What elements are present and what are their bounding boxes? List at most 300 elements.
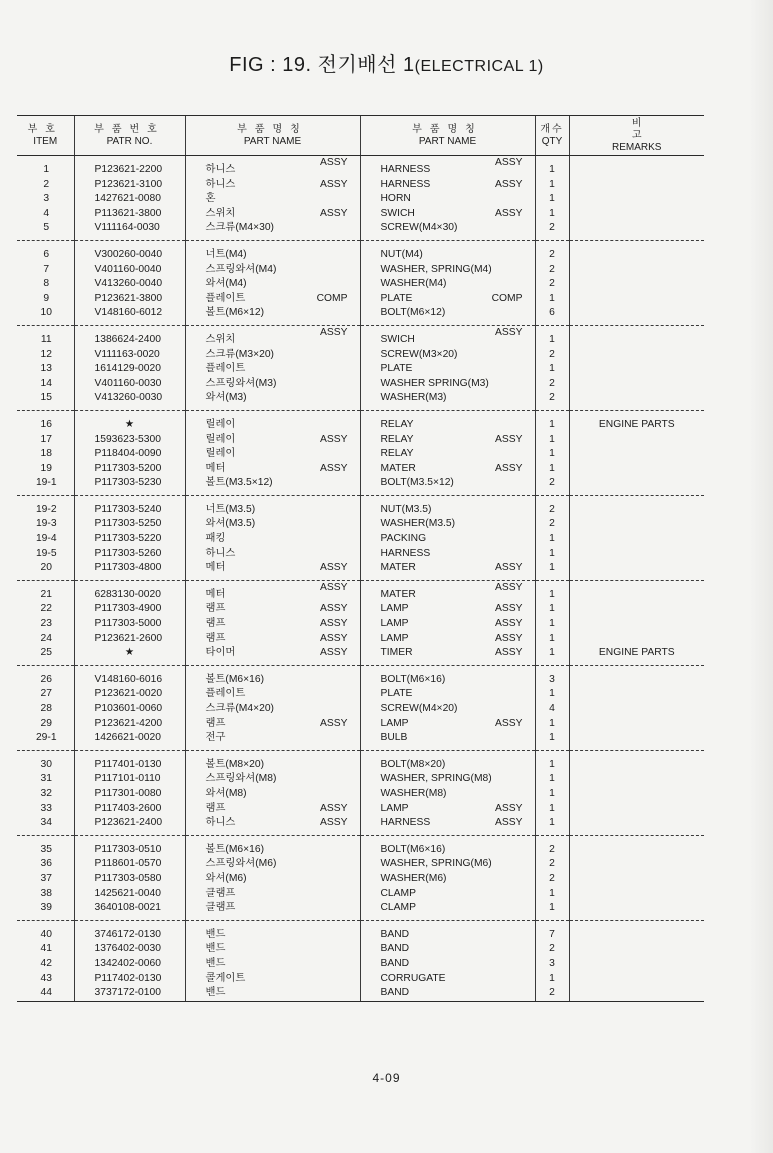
part-number: P117303-5000 [74,617,185,632]
name-en: CLAMP [380,887,416,899]
quantity: 1 [535,532,569,547]
table-row [17,972,704,987]
name-en: BAND [380,928,410,940]
header-part-no: 부품번호 PATR NO. [74,116,185,156]
part-number: ★ [74,410,185,432]
item-number: 42 [40,957,52,969]
name-en: RELAY [380,433,414,445]
part-name-ko [185,476,360,495]
name-en: HARNESS [380,178,431,190]
quantity: 2 [535,348,569,363]
item-number: 21 [40,588,52,600]
name-ko: 와셔(M8) [205,787,247,799]
remarks [569,207,704,222]
type-en: ASSY [495,618,523,630]
part-name-ko [185,495,360,517]
part-name-en [360,702,535,717]
type-en: ASSY [495,817,523,829]
remarks [569,972,704,987]
name-ko: 메터 [205,588,226,600]
item-number: 2 [43,178,50,190]
table-row [17,802,704,817]
part-number: V111163-0020 [74,348,185,363]
name-ko: 릴레이 [205,433,236,445]
remarks [569,772,704,787]
part-number: P117303-5240 [74,495,185,517]
name-ko: 볼트(M3.5×12) [205,477,273,489]
name-ko: 너트(M3.5) [205,503,256,515]
quantity: 3 [535,665,569,687]
table-row [17,901,704,920]
name-en: BULB [380,732,408,744]
type-ko: ASSY [320,562,348,574]
name-en: NUT(M4) [380,248,423,260]
type-ko: COMP [316,292,348,304]
type-ko: ASSY [320,802,348,814]
remarks [569,872,704,887]
name-en: SCREW(M3×20) [380,348,458,360]
title-main: FIG : 19. 전기배선 1 [229,54,415,76]
type-ko: ASSY [320,462,348,474]
item-number: 26 [40,673,52,685]
part-name-ko [185,462,360,477]
name-en: HARNESS [380,547,431,559]
remarks [569,942,704,957]
name-en: LAMP [380,802,409,814]
part-name-ko [185,362,360,377]
item-number: 35 [40,843,52,855]
table-row [17,617,704,632]
part-name-en [360,263,535,278]
table-row [17,495,704,517]
part-name-ko [185,750,360,772]
table-row [17,532,704,547]
part-number: P123621-3100 [74,178,185,193]
remarks [569,617,704,632]
type-ko: ASSY [320,717,348,729]
item-number: 14 [40,377,52,389]
remarks [569,887,704,902]
part-number: P117303-5230 [74,476,185,495]
type-en: ASSY [495,802,523,814]
part-number: V413260-0040 [74,277,185,292]
name-en: RELAY [380,418,414,430]
part-number: P118601-0570 [74,857,185,872]
quantity: 1 [535,887,569,902]
item-number: 33 [40,802,52,814]
name-ko: 램프 [205,603,226,615]
part-number: V401160-0030 [74,377,185,392]
table-row [17,156,704,178]
quantity: 1 [535,547,569,562]
name-ko: 스프링와셔(M8) [205,773,277,785]
table-row [17,561,704,580]
quantity: 2 [535,221,569,240]
part-number: P123621-2400 [74,816,185,835]
item-number: 19 [40,462,52,474]
table-row [17,942,704,957]
name-en: PLATE [380,688,413,700]
type-ko: ASSY [320,632,348,644]
type-en: ASSY [495,433,523,445]
part-number: V148160-6016 [74,665,185,687]
name-en: WASHER, SPRING(M8) [380,773,492,785]
item-number: 40 [40,928,52,940]
item-number: 23 [40,618,52,630]
name-en: CLAMP [380,902,416,914]
table-row [17,192,704,207]
item-number: 39 [17,901,74,920]
name-ko: 밴드 [205,987,226,999]
item-number: 31 [40,773,52,785]
type-ko: ASSY [320,581,348,593]
name-ko: 와셔(M6) [205,872,247,884]
part-name-ko [185,277,360,292]
part-name-en [360,377,535,392]
quantity: 2 [535,517,569,532]
part-name-ko [185,731,360,750]
table-row [17,221,704,240]
part-number: ★ [74,646,185,665]
part-name-en [360,901,535,920]
quantity: 1 [535,646,569,665]
part-name-en [360,362,535,377]
part-name-ko [185,306,360,325]
part-name-en [360,942,535,957]
part-number: P117401-0130 [74,750,185,772]
table-row [17,750,704,772]
name-ko: 볼트(M6×16) [205,673,265,685]
part-number: P118404-0090 [74,447,185,462]
part-name-ko [185,325,360,347]
name-ko: 플레이트 [205,363,246,375]
part-name-en [360,632,535,647]
remarks [569,857,704,872]
part-name-en [360,857,535,872]
name-ko: 스크류(M4×20) [205,703,274,714]
quantity: 1 [535,802,569,817]
part-number: V111164-0030 [74,221,185,240]
quantity: 6 [535,306,569,325]
name-en: BOLT(M6×12) [380,307,446,319]
title-sub: (ELECTRICAL 1) [414,58,544,75]
name-en: RELAY [380,448,414,460]
quantity: 1 [535,750,569,772]
table-row [17,731,704,750]
quantity: 1 [535,901,569,920]
part-name-en [360,462,535,477]
item-number: 8 [43,278,50,290]
part-name-ko [185,816,360,835]
name-ko: 볼트(M6×16) [205,843,265,855]
type-ko: ASSY [320,603,348,615]
quantity: 1 [535,362,569,377]
name-ko: 램프 [205,618,226,630]
type-ko: ASSY [320,817,348,829]
part-name-ko [185,292,360,307]
type-ko: ASSY [320,178,348,190]
name-en: PLATE [380,292,413,304]
name-ko: 클램프 [205,887,236,899]
item-number: 19-3 [35,518,57,530]
name-ko: 와셔(M4) [205,278,247,290]
part-name-en [360,391,535,410]
quantity: 1 [535,632,569,647]
name-en: MATER [380,588,416,600]
part-number: P123621-4200 [74,717,185,732]
name-ko: 와셔(M3) [205,392,247,404]
type-ko: ASSY [320,433,348,445]
name-ko: 밴드 [205,928,226,940]
part-name-ko [185,687,360,702]
name-ko: 스크류(M3×20) [205,348,274,360]
part-name-en [360,835,535,857]
parts-table [17,115,704,1002]
part-name-en [360,221,535,240]
part-name-en [360,240,535,262]
quantity: 1 [535,687,569,702]
part-name-ko [185,580,360,602]
table-row [17,240,704,262]
name-en: WASHER, SPRING(M4) [380,263,492,275]
item-number: 17 [40,433,52,445]
part-number: 1427621-0080 [74,192,185,207]
part-name-ko [185,617,360,632]
header-part-name-en: 부품명칭 PART NAME [360,116,535,156]
quantity: 1 [535,617,569,632]
name-ko: 너트(M4) [205,248,247,260]
name-en: SWICH [380,333,415,345]
part-name-en [360,731,535,750]
item-number: 9 [43,292,50,304]
remarks [569,731,704,750]
item-number: 19-4 [35,533,57,545]
part-name-en [360,495,535,517]
quantity: 1 [535,292,569,307]
part-name-en [360,580,535,602]
name-en: PLATE [380,363,413,375]
page-title [0,48,773,77]
quantity: 1 [535,192,569,207]
quantity: 1 [535,731,569,750]
quantity: 2 [535,476,569,495]
quantity: 2 [535,986,569,1001]
part-name-ko [185,602,360,617]
name-en: WASHER SPRING(M3) [380,377,489,389]
part-name-en [360,547,535,562]
part-name-ko [185,221,360,240]
part-name-ko [185,433,360,448]
part-number: 1342402-0060 [74,957,185,972]
item-number: 19-1 [17,476,74,495]
table-row [17,957,704,972]
name-ko: 스프링와셔(M6) [205,858,277,870]
remarks [569,665,704,687]
quantity: 1 [535,580,569,602]
quantity: 1 [535,816,569,835]
table-row [17,348,704,363]
item-number: 1 [43,164,50,175]
item-number: 16 [40,418,52,430]
item-number: 11 [40,333,52,345]
table-body [17,156,704,1002]
part-number: V401160-0040 [74,263,185,278]
quantity: 2 [535,263,569,278]
name-ko: 콜게이트 [205,972,246,984]
part-name-en [360,178,535,193]
part-name-en [360,156,535,178]
name-en: TIMER [380,647,413,659]
part-number: P117303-4900 [74,602,185,617]
part-name-en [360,687,535,702]
remarks [569,462,704,477]
part-name-ko [185,391,360,410]
name-en: CORRUGATE [380,972,446,984]
name-ko: 하니스 [205,547,236,559]
part-number: P117101-0110 [74,772,185,787]
table-header [17,116,704,156]
name-en: MATER [380,562,416,574]
name-en: PACKING [380,533,427,545]
page-number: 4-09 [372,1071,401,1085]
part-number: P103601-0060 [74,702,185,717]
part-number: V413260-0030 [74,391,185,410]
part-number: P123621-0020 [74,687,185,702]
type-ko: ASSY [320,207,348,219]
quantity: 2 [535,240,569,262]
remarks [569,263,704,278]
part-number: 3737172-0100 [74,986,185,1001]
part-number: V300260-0040 [74,240,185,262]
remarks [569,447,704,462]
name-en: MATER [380,462,416,474]
table-row [17,816,704,835]
name-ko: 램프 [205,632,226,644]
part-number: P123621-2600 [74,632,185,647]
name-ko: 혼 [205,193,216,205]
item-number: 19-2 [35,503,57,515]
quantity: 2 [535,835,569,857]
part-name-ko [185,646,360,665]
name-en: BAND [380,957,410,969]
remarks [569,156,704,178]
table-row [17,325,704,347]
part-number: P117303-5260 [74,547,185,562]
part-name-ko [185,835,360,857]
remarks [569,306,704,325]
name-ko: 스위치 [205,333,236,345]
remarks: ENGINE PARTS [569,410,704,432]
part-number: P123621-3800 [74,292,185,307]
quantity: 2 [535,942,569,957]
table-row [17,476,704,495]
item-number: 22 [40,603,52,615]
type-ko: ASSY [320,326,348,338]
quantity: 2 [535,377,569,392]
part-name-en [360,410,535,432]
part-name-ko [185,957,360,972]
type-ko: ASSY [320,618,348,630]
part-name-ko [185,447,360,462]
quantity: 1 [535,462,569,477]
part-number: P113621-3800 [74,207,185,222]
type-en: ASSY [495,562,523,574]
name-en: WASHER(M4) [380,278,447,290]
part-name-ko [185,772,360,787]
part-name-en [360,957,535,972]
remarks [569,580,704,602]
remarks [569,920,704,942]
table-row [17,447,704,462]
part-name-ko [185,377,360,392]
part-number: 3746172-0130 [74,920,185,942]
part-name-en [360,802,535,817]
type-en: ASSY [495,326,523,338]
part-number: 1593623-5300 [74,433,185,448]
name-ko: 클램프 [205,902,236,914]
quantity: 1 [535,561,569,580]
name-en: BOLT(M6×16) [380,843,446,855]
part-name-en [360,665,535,687]
part-name-ko [185,717,360,732]
name-ko: 램프 [205,717,226,729]
name-ko: 볼트(M6×12) [205,307,265,319]
part-name-en [360,292,535,307]
name-en: BAND [380,987,410,999]
table-row [17,306,704,325]
part-name-en [360,517,535,532]
table-row [17,665,704,687]
item-number: 41 [40,943,52,955]
item-number: 24 [40,632,52,644]
table-row [17,263,704,278]
quantity: 1 [535,156,569,178]
remarks [569,717,704,732]
part-name-en [360,816,535,835]
remarks [569,517,704,532]
part-name-ko [185,702,360,717]
table-row [17,377,704,392]
header-qty: 개수 QTY [535,116,569,156]
remarks [569,292,704,307]
part-name-en [360,646,535,665]
name-en: SWICH [380,207,415,219]
item-number: 3 [43,193,50,205]
header-remarks: 비고 REMARKS [569,116,704,156]
part-name-ko [185,901,360,920]
type-en: ASSY [495,207,523,219]
name-en: WASHER(M8) [380,787,447,799]
quantity: 1 [535,207,569,222]
name-ko: 스위치 [205,207,236,219]
type-en: ASSY [495,603,523,615]
table-row [17,857,704,872]
remarks [569,362,704,377]
part-name-ko [185,517,360,532]
part-name-ko [185,872,360,887]
item-number: 29-1 [17,731,74,750]
item-number: 30 [40,758,52,770]
part-name-ko [185,787,360,802]
name-ko: 스크류(M4×30) [205,222,274,234]
part-number: P123621-2200 [74,156,185,178]
remarks [569,277,704,292]
name-ko: 메터 [205,462,226,474]
part-name-en [360,887,535,902]
quantity: 1 [535,447,569,462]
name-en: SCREW(M4×20) [380,703,458,714]
part-name-ko [185,632,360,647]
